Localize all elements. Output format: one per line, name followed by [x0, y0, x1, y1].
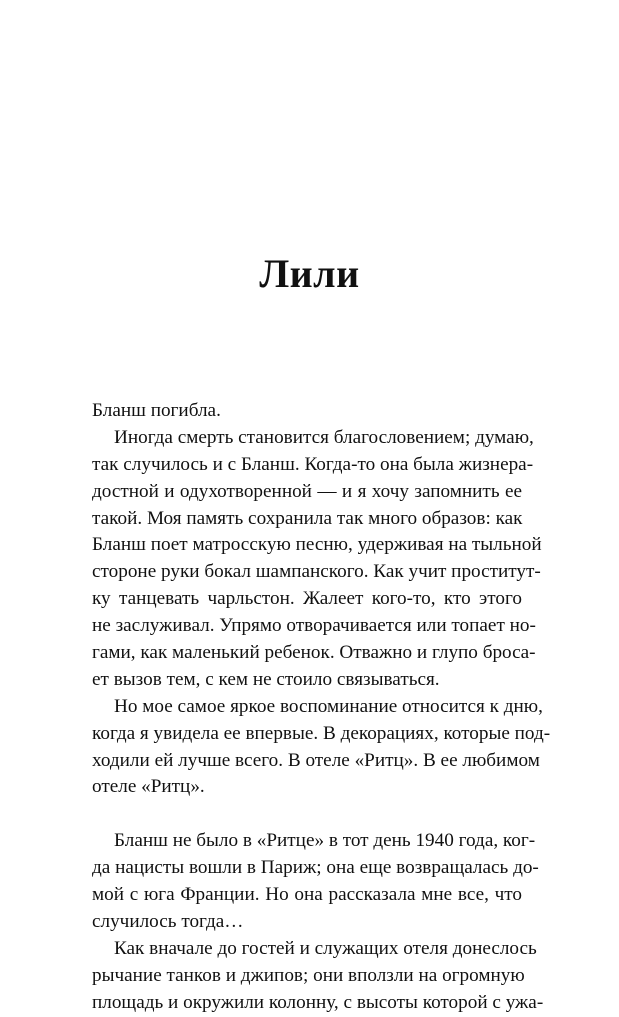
- text-line: да нацисты вошли в Париж; она еще возвращалась до-: [92, 857, 539, 879]
- text-line: рычание танков и джипов; они вползли на огромную: [92, 964, 525, 986]
- text-line: так случилось и с Бланш. Когда-то она была жизнера-: [92, 453, 534, 475]
- text-line: такой. Моя память сохранила так много образов: как: [92, 507, 523, 529]
- text-line: ет вызов тем, с кем не стоило связываться.: [92, 668, 440, 690]
- text-line: Иногда смерть становится благословением; думаю,: [114, 426, 534, 448]
- text-line: когда я увидела ее впервые. В декорациях, которые под-: [92, 722, 551, 744]
- section-break: [92, 801, 522, 828]
- text-line: отеле «Ритц».: [92, 776, 205, 798]
- chapter-title: Лили: [259, 251, 360, 296]
- text-line: не заслуживал. Упрямо отворачивается или топает но-: [92, 615, 536, 637]
- text-line: гами, как маленький ребенок. Отважно и глупо бросa-: [92, 642, 536, 664]
- text-line: Бланш не было в «Ритце» в тот день 1940 года, ког-: [114, 830, 536, 852]
- text-line: случилось тогда…: [92, 910, 244, 932]
- text-line: Но мое самое яркое воспоминание относится к дню,: [114, 695, 543, 717]
- text-line: мой с юга Франции. Но она рассказала мне все, что: [92, 884, 522, 906]
- text-line: ку танцевать чарльстон. Жалеет кого-то, кто этого: [92, 588, 522, 610]
- text-line: площадь и окружили колонну, с высоты которой с ужа-: [92, 991, 544, 1013]
- text-line: ходили ей лучше всего. В отеле «Ритц». В ее любимом: [92, 749, 540, 771]
- text-line: Бланш погибла.: [92, 400, 221, 421]
- text-line: Бланш поет матросскую песню, удерживая на тыльной: [92, 534, 542, 556]
- text-line: Как вначале до гостей и служащих отеля донеслось: [114, 937, 537, 959]
- text-line: стороне руки бокал шампанского. Как учит проститут-: [92, 561, 541, 583]
- text-line: достной и одухотворенной — и я хочу запомнить ее: [92, 480, 522, 502]
- body-text: [92, 398, 551, 1016]
